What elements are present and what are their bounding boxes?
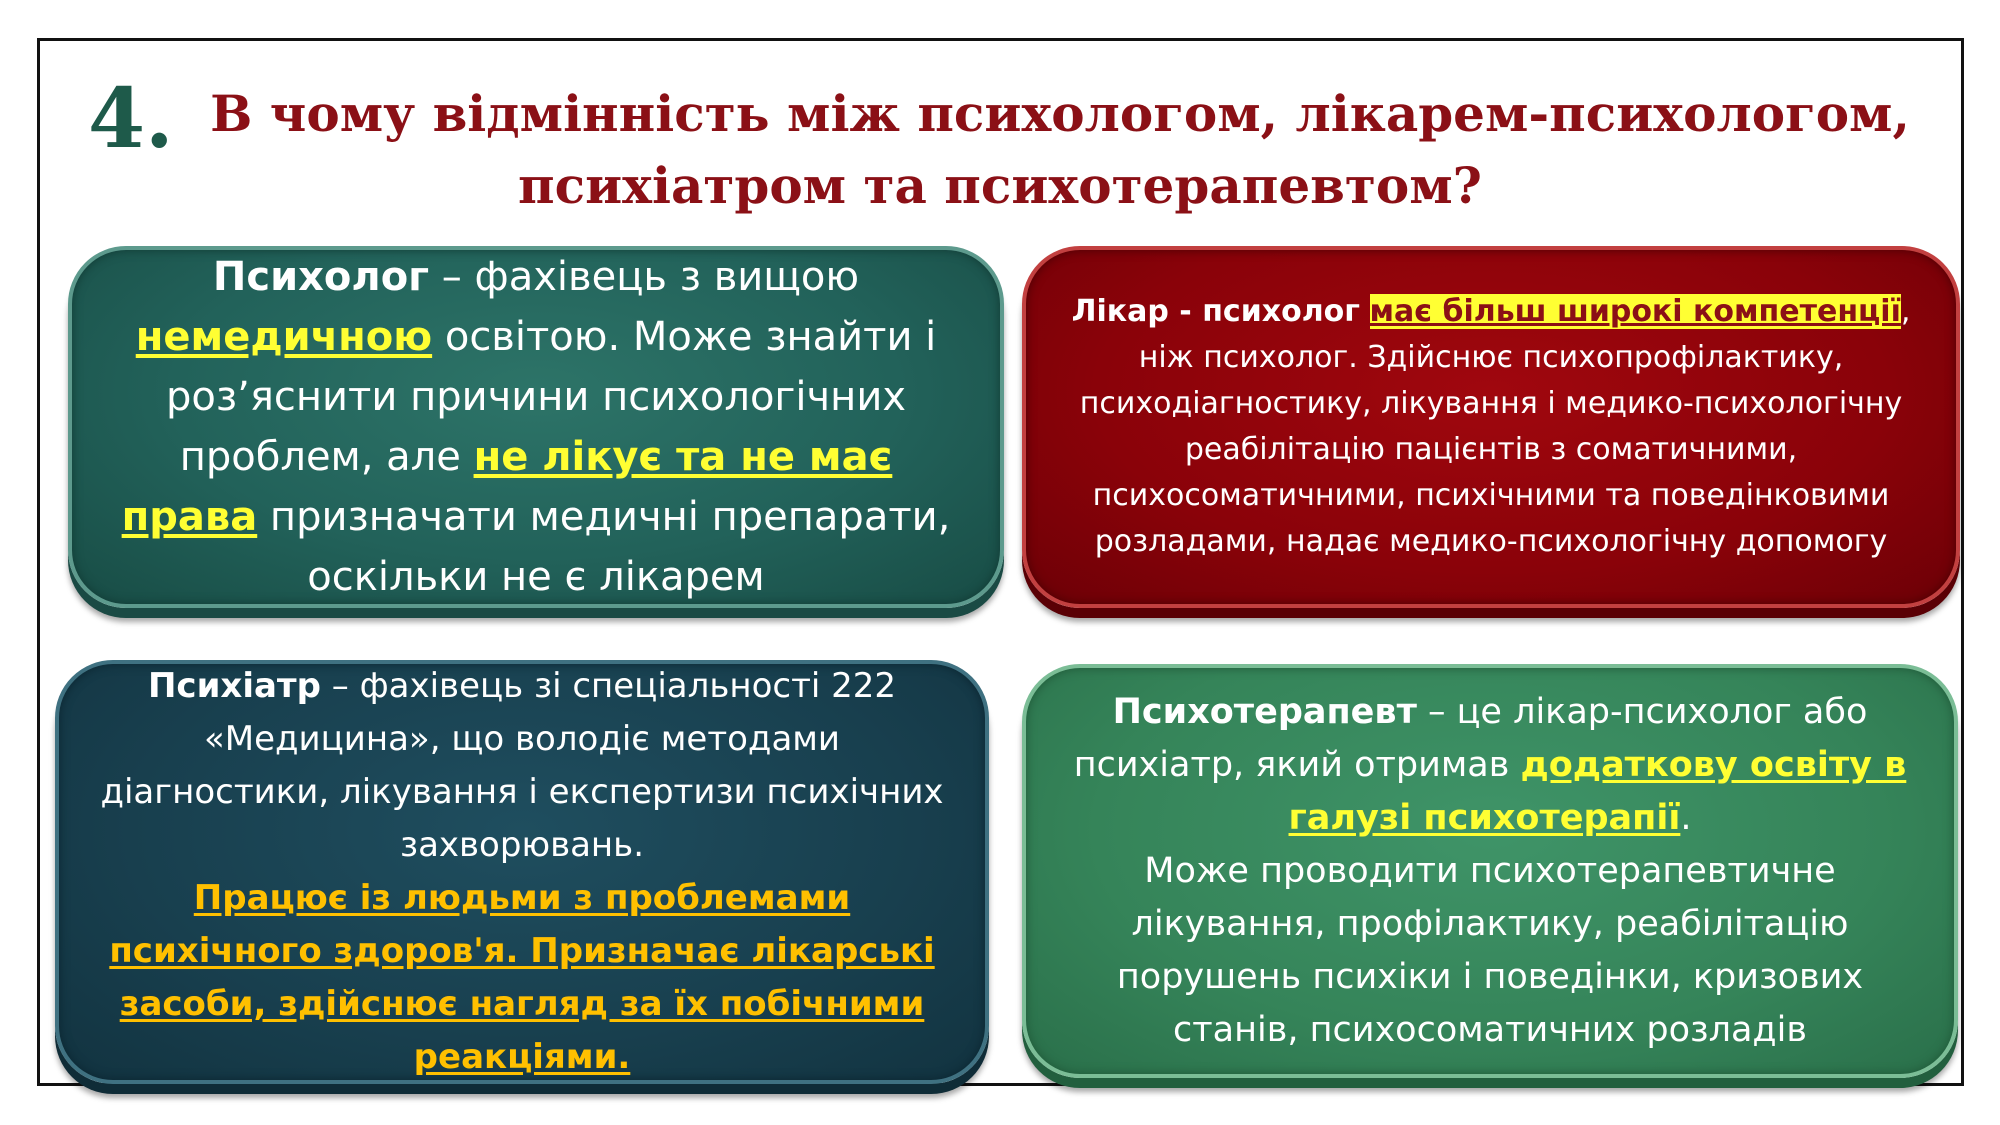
psychologist-text-1: – фахівець з вищою xyxy=(429,254,860,300)
psychiatrist-highlight-paragraph xyxy=(89,872,955,1084)
medical-psychologist-text-1 xyxy=(1360,294,1370,329)
psychologist-text xyxy=(106,247,966,607)
psychologist-text-2: освітою. Може знайти і роз’яснити причини психологічних проблем, але xyxy=(166,314,937,480)
slide-number: 4. xyxy=(88,71,174,167)
psychotherapist-term: Психотерапевт xyxy=(1112,691,1417,732)
psychotherapist-text-3: Може проводити психотерапевтичне лікування, профілактику, реабілітацію порушень психіки і поведінки, кризових станів, психосоматичних розладів xyxy=(1116,850,1864,1050)
psychiatrist-highlight: Працює із людьми з проблемами психічного здоров'я. Призначає лікарські засоби, здійснює нагляд за їх побічними реакціями. xyxy=(109,878,935,1077)
psychotherapist-text-1: – це лікар-психолог або психіатр, який отримав xyxy=(1073,691,1868,785)
psychologist-highlight-1: немедичною xyxy=(135,314,433,360)
slide-title-line2: психіатром та психотерапевтом? xyxy=(518,156,1482,215)
medical-psychologist-card xyxy=(1022,246,1960,608)
psychiatrist-text-1: – фахівець зі спеціальності 222 «Медицина», що володіє методами діагностики, лікування і експертизи психічних захворювань. xyxy=(100,666,944,865)
slide-title xyxy=(50,78,1950,222)
medical-psychologist-text-2: , ніж психолог. Здійснює психопрофілактику, психодіагностику, лікування і медико-психологічну реабілітацію пацієнтів з соматичними, психосоматичними, психічними та поведінковими розладами, надає медико-психологічну допомогу xyxy=(1079,294,1911,559)
psychotherapist-highlight: додаткову освіту в галузі психотерапії xyxy=(1288,744,1907,838)
medical-psychologist-highlight: має більш широкі компетенції xyxy=(1369,294,1901,329)
psychiatrist-term: Психіатр xyxy=(147,666,321,706)
psychologist-term: Психолог xyxy=(212,254,430,300)
psychotherapist-card xyxy=(1022,664,1958,1078)
medical-psychologist-term: Лікар - психолог xyxy=(1071,294,1360,329)
psychiatrist-card xyxy=(55,660,989,1084)
medical-psychologist-text xyxy=(1052,289,1930,565)
psychotherapist-text xyxy=(1056,686,1924,845)
psychotherapist-text-2: . xyxy=(1680,797,1692,838)
psychologist-card xyxy=(68,246,1004,608)
slide-title-line1: В чому відмінність між психологом, лікарем-психологом, xyxy=(210,84,1910,143)
psychologist-text-3: призначати медичні препарати, оскільки не є лікарем xyxy=(257,494,951,600)
psychiatrist-text xyxy=(89,660,955,872)
psychologist-highlight-2: не лікує та не має права xyxy=(121,434,893,540)
